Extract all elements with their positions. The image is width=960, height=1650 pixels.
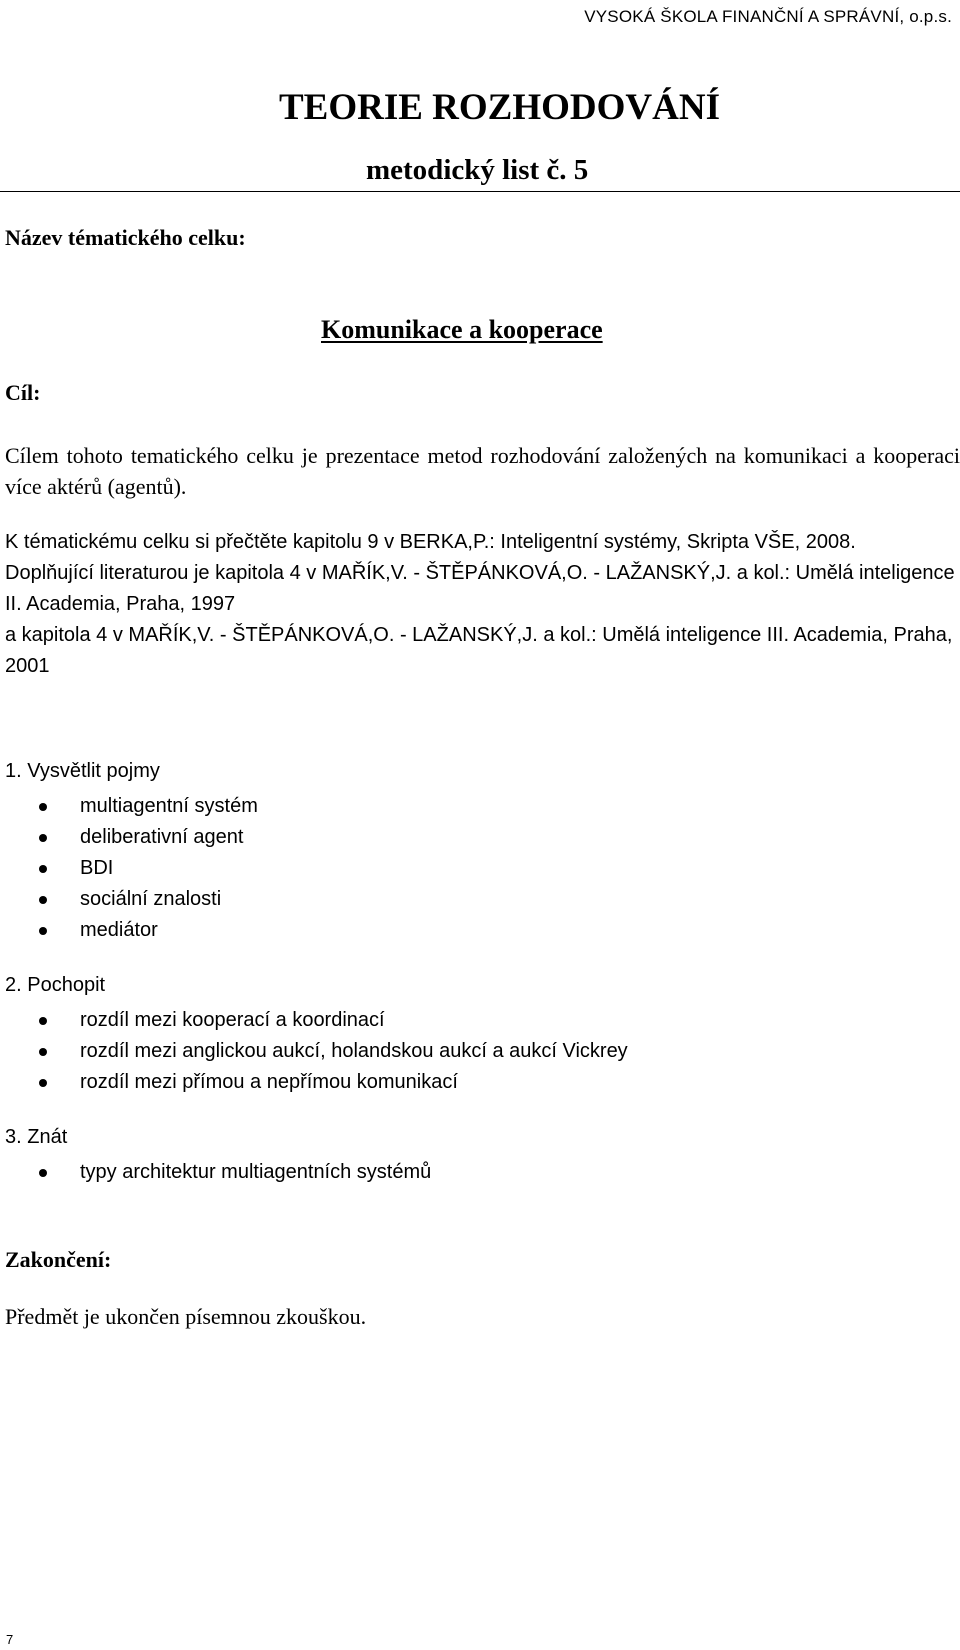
list-item [0,915,258,946]
reading-line: K tématickému celku si přečtěte kapitolu 9 v BERKA,P.: Inteligentní systémy, Skripta VŠE, 2008. [5,531,856,553]
document-title: TEORIE ROZHODOVÁNÍ [279,87,720,128]
list-item-text: rozdíl mezi přímou a nepřímou komunikací [80,1071,458,1093]
list-item [0,853,258,884]
institution-header: VYSOKÁ ŠKOLA FINANČNÍ A SPRÁVNÍ, o.p.s. [584,7,952,26]
ending-label: Zakončení: [5,1247,112,1272]
bullet-icon [39,803,47,811]
bullet-icon [39,1079,47,1087]
list-item [0,1036,628,1067]
bullet-icon [39,927,47,935]
list-item-text: rozdíl mezi anglickou aukcí, holandskou aukcí a aukcí Vickrey [80,1040,628,1062]
list-item-text: sociální znalosti [80,888,222,910]
list-item-text: mediátor [80,919,158,941]
bullet-icon [39,834,47,842]
bullet-icon [39,865,47,873]
topic-label: Název tématického celku: [5,225,246,250]
section-heading: 3. Znát [5,1126,68,1148]
list-item-text: typy architektur multiagentních systémů [80,1161,432,1183]
list-item [0,1067,628,1098]
reading-instructions [5,527,960,682]
list-item-text: deliberativní agent [80,826,244,848]
section-heading: 1. Vysvětlit pojmy [5,760,160,782]
bullet-list [0,791,258,946]
reading-line: a kapitola 4 v MAŘÍK,V. - ŠTĚPÁNKOVÁ,O. - LAŽANSKÝ,J. a kol.: Umělá inteligence III. Academia, Praha, 2001 [5,624,953,677]
bullet-icon [39,1048,47,1056]
list-item [0,1157,431,1188]
sheet-number: metodický list č. 5 [366,154,589,186]
bullet-icon [39,1017,47,1025]
ending-text: Předmět je ukončen písemnou zkouškou. [5,1304,367,1329]
bullet-list [0,1157,431,1188]
list-item [0,884,258,915]
list-item-text: rozdíl mezi kooperací a koordinací [80,1009,385,1031]
topic-title: Komunikace a kooperace [321,315,603,344]
header-divider [0,191,960,192]
bullet-icon [39,1169,47,1177]
list-item-text: multiagentní systém [80,795,258,817]
list-item [0,1005,628,1036]
bullet-list [0,1005,628,1098]
reading-line: Doplňující literaturou je kapitola 4 v MAŘÍK,V. - ŠTĚPÁNKOVÁ,O. - LAŽANSKÝ,J. a kol.: Umělá inteligence II. Academia, Praha, 1997 [5,562,955,615]
goal-text: Cílem tohoto tematického celku je prezentace metod rozhodování založených na komunikaci a kooperaci více aktérů (agentů). [5,443,960,499]
list-item [0,822,258,853]
list-item-text: BDI [80,857,114,879]
page-number: 7 [6,1632,14,1647]
list-item [0,791,258,822]
bullet-icon [39,896,47,904]
goal-label: Cíl: [5,380,41,405]
section-heading: 2. Pochopit [5,974,106,996]
